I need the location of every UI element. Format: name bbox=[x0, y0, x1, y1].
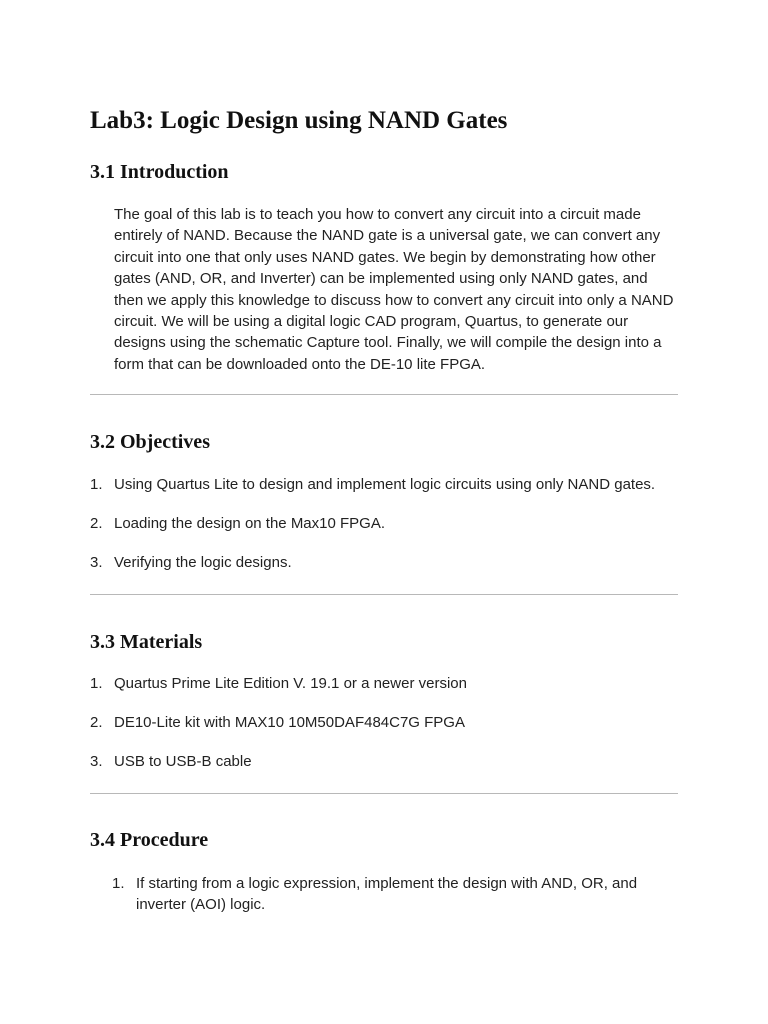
list-number: 3. bbox=[90, 753, 103, 770]
section-heading-materials: 3.3 Materials bbox=[90, 631, 203, 653]
list-number: 1. bbox=[112, 875, 125, 892]
procedure-item bbox=[112, 873, 678, 915]
list-item-text: Loading the design on the Max10 FPGA. bbox=[114, 515, 386, 532]
section-heading-objectives: 3.2 Objectives bbox=[90, 431, 210, 453]
objective-item bbox=[90, 513, 385, 534]
section-divider bbox=[90, 394, 678, 395]
list-item-text: If starting from a logic expression, implement the design with AND, OR, and inverter (AOI) logic. bbox=[136, 875, 638, 913]
list-number: 1. bbox=[90, 675, 103, 692]
section-divider bbox=[90, 793, 678, 794]
material-item bbox=[90, 673, 467, 694]
list-number: 3. bbox=[90, 554, 103, 571]
introduction-paragraph: The goal of this lab is to teach you how to convert any circuit into a circuit made entirely of NAND. Because the NAND gate is a universal gate, we can convert any circuit into one that only uses NAND gates. We begin by demonstrating how other gates (AND, OR, and Inverter) can be implemented using only NAND gates, and then we apply this knowledge to discuss how to convert any circuit into only a NAND circuit. We will be using a digital logic CAD program, Quartus, to generate our designs using the schematic Capture tool. Finally, we will compile the design into a form that can be downloaded onto the DE-10 lite FPGA. bbox=[114, 206, 674, 373]
list-item-text: DE10-Lite kit with MAX10 10M50DAF484C7G FPGA bbox=[114, 714, 465, 731]
material-item bbox=[90, 751, 252, 772]
list-item-text: Using Quartus Lite to design and implement logic circuits using only NAND gates. bbox=[114, 476, 656, 493]
list-number: 2. bbox=[90, 515, 103, 532]
section-heading-procedure: 3.4 Procedure bbox=[90, 829, 209, 851]
section-divider bbox=[90, 594, 678, 595]
objective-item bbox=[90, 552, 292, 573]
list-item-text: USB to USB-B cable bbox=[114, 753, 252, 770]
list-item-text: Verifying the logic designs. bbox=[114, 554, 292, 571]
material-item bbox=[90, 712, 465, 733]
list-item-text: Quartus Prime Lite Edition V. 19.1 or a newer version bbox=[114, 675, 467, 692]
section-heading-introduction: 3.1 Introduction bbox=[90, 161, 229, 183]
document-title: Lab3: Logic Design using NAND Gates bbox=[90, 107, 508, 134]
list-number: 1. bbox=[90, 476, 103, 493]
objective-item bbox=[90, 474, 655, 495]
list-number: 2. bbox=[90, 714, 103, 731]
